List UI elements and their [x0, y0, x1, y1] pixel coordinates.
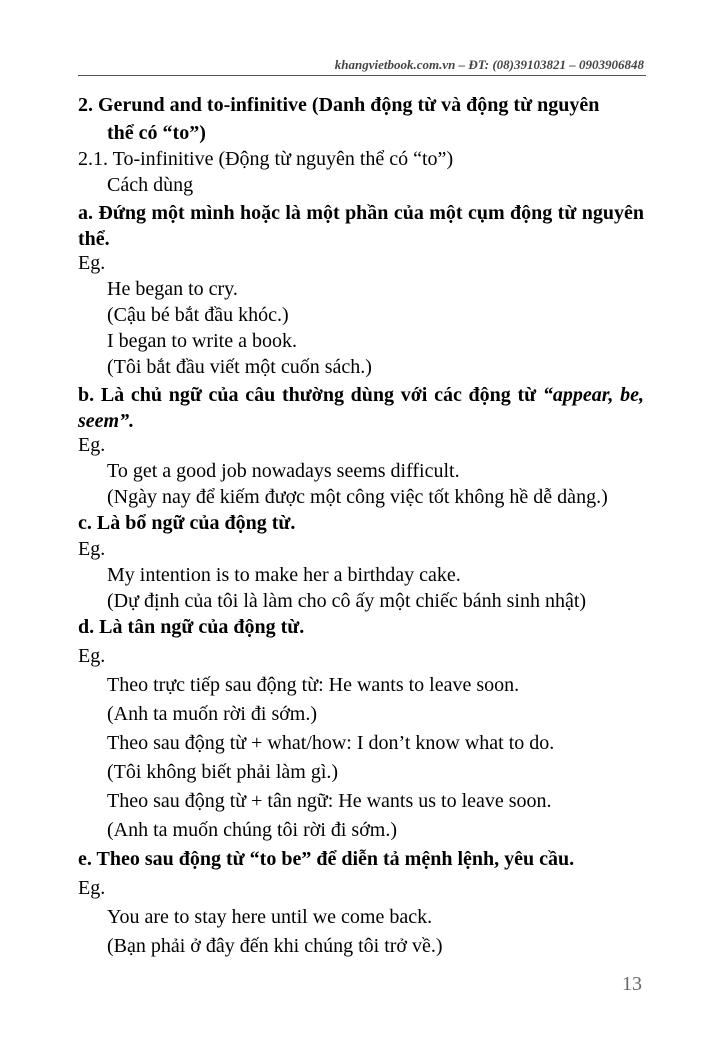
eg-label: Eg. [78, 645, 106, 667]
example-line: My intention is to make her a birthday cake. [107, 564, 461, 586]
section-heading: 2. Gerund and to-infinitive (Danh động từ và động từ nguyên [78, 94, 600, 116]
item-b-verbs: “appear, be, seem”. [78, 384, 645, 432]
example-translation: (Bạn phải ở đây đến khi chúng tôi trở về.) [107, 935, 443, 957]
eg-label: Eg. [78, 877, 106, 899]
example-translation: (Anh ta muốn chúng tôi rời đi sớm.) [107, 819, 398, 841]
example-translation: (Dự định của tôi là làm cho cô ấy một chiếc bánh sinh nhật) [107, 590, 587, 612]
example-translation: (Tôi không biết phải làm gì.) [107, 761, 339, 783]
item-b-title-text: b. Là chủ ngữ của câu thường dùng với các động từ [78, 384, 543, 406]
section-heading-continued: thể có “to”) [107, 122, 206, 144]
example-line: I began to write a book. [107, 330, 297, 352]
item-c-title: c. Là bổ ngữ của động từ. [78, 512, 296, 534]
example-line: You are to stay here until we come back. [107, 906, 433, 928]
example-line: He began to cry. [107, 278, 238, 300]
item-a-title: a. Đứng một mình hoặc là một phần của một cụm động từ nguyên thể. [78, 202, 644, 250]
usage-title: Cách dùng [107, 174, 194, 196]
item-b-title [78, 382, 644, 434]
eg-label: Eg. [78, 538, 106, 560]
item-e-title: e. Theo sau động từ “to be” để diễn tả mệnh lệnh, yêu cầu. [78, 848, 575, 870]
example-translation: (Anh ta muốn rời đi sớm.) [107, 703, 318, 725]
example-line: Theo trực tiếp sau động từ: He wants to leave soon. [107, 674, 520, 696]
page-content [78, 94, 644, 964]
example-line: To get a good job nowadays seems difficult. [107, 460, 460, 482]
eg-label: Eg. [78, 434, 106, 456]
page-header: khangvietbook.com.vn – ĐT: (08)39103821 – 0903906848 [334, 57, 644, 72]
header-divider [78, 75, 646, 76]
example-translation: (Tôi bắt đầu viết một cuốn sách.) [107, 356, 372, 378]
page-number: 13 [622, 973, 642, 995]
example-line: Theo sau động từ + tân ngữ: He wants us to leave soon. [107, 790, 552, 812]
item-d-title: d. Là tân ngữ của động từ. [78, 616, 305, 638]
subsection-heading: 2.1. To-infinitive (Động từ nguyên thể có “to”) [78, 148, 454, 170]
example-line: Theo sau động từ + what/how: I don’t know what to do. [107, 732, 555, 754]
example-translation: (Cậu bé bắt đầu khóc.) [107, 304, 289, 326]
eg-label: Eg. [78, 252, 106, 274]
example-translation: (Ngày nay để kiếm được một công việc tốt không hề dễ dàng.) [107, 486, 608, 508]
